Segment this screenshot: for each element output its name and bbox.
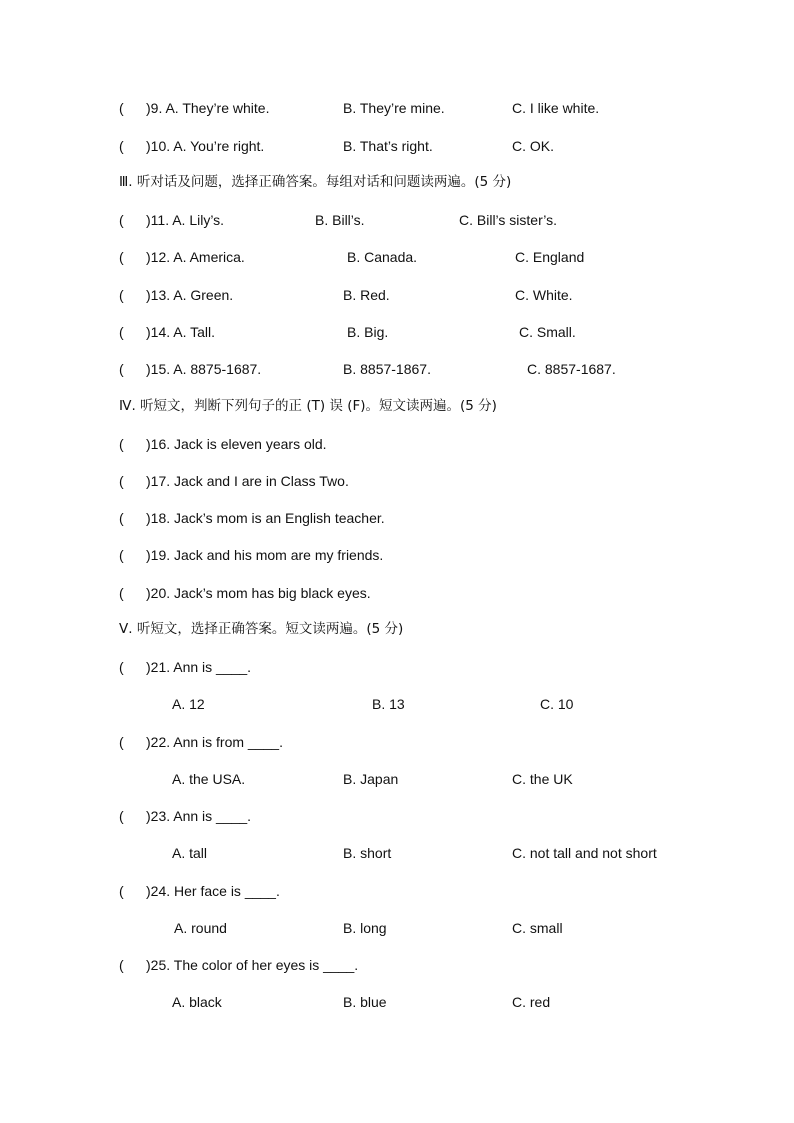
section-4-heading: [0, 396, 794, 416]
option-b: B. 8857-1867.: [343, 361, 431, 377]
answer-blank[interactable]: (: [119, 138, 124, 154]
question-stem: )17. Jack and I are in Class Two.: [146, 473, 349, 489]
question-11: [0, 210, 794, 230]
option-b: B. Japan: [343, 771, 399, 787]
question-stem: )24. Her face is ____.: [146, 883, 280, 899]
question-stem: )11. A. Lily’s.: [146, 212, 225, 228]
option-b: B. That’s right.: [343, 138, 433, 154]
answer-blank[interactable]: (: [119, 659, 124, 675]
question-9: [0, 98, 794, 118]
section-5-heading: [0, 619, 794, 639]
answer-blank[interactable]: (: [119, 510, 124, 526]
option-b: B. short: [343, 845, 392, 861]
option-a: A. black: [172, 994, 222, 1010]
question-23-options: [0, 843, 794, 863]
question-25: [0, 955, 794, 975]
question-25-options: [0, 992, 794, 1012]
question-14: [0, 322, 794, 342]
option-c: C. Bill’s sister’s.: [459, 212, 558, 228]
option-c: C. Small.: [519, 324, 576, 340]
option-c: C. not tall and not short: [512, 845, 657, 861]
option-c: C. red: [512, 994, 551, 1010]
question-20: [0, 583, 794, 603]
question-16: [0, 434, 794, 454]
option-b: B. They’re mine.: [343, 100, 445, 116]
question-stem: )18. Jack’s mom is an English teacher.: [146, 510, 385, 526]
question-22: [0, 732, 794, 752]
option-a: A. 12: [172, 696, 205, 712]
option-b: B. long: [343, 920, 387, 936]
section-3-heading: [0, 172, 794, 192]
option-a: A. tall: [172, 845, 208, 861]
question-13: [0, 285, 794, 305]
option-b: B. blue: [343, 994, 387, 1010]
question-stem: )13. A. Green.: [146, 287, 234, 303]
option-b: B. Canada.: [347, 249, 418, 265]
question-stem: )20. Jack’s mom has big black eyes.: [146, 585, 371, 601]
option-a: A. round: [174, 920, 227, 936]
answer-blank[interactable]: (: [119, 361, 124, 377]
option-c: C. I like white.: [512, 100, 600, 116]
option-c: C. White.: [515, 287, 573, 303]
answer-blank[interactable]: (: [119, 734, 124, 750]
answer-blank[interactable]: (: [119, 957, 124, 973]
question-19: [0, 545, 794, 565]
option-b: B. Bill’s.: [315, 212, 365, 228]
question-stem: )9. A. They’re white.: [146, 100, 270, 116]
question-22-options: [0, 769, 794, 789]
question-stem: )21. Ann is ____.: [146, 659, 252, 675]
question-15: [0, 359, 794, 379]
option-a: A. the USA.: [172, 771, 246, 787]
section-title: Ⅲ. 听对话及问题，选择正确答案。每组对话和问题读两遍。(5 分): [119, 174, 512, 190]
question-18: [0, 508, 794, 528]
section-title: Ⅳ. 听短文，判断下列句子的正 (T) 误 (F)。短文读两遍。(5 分): [119, 398, 497, 414]
option-c: C. the UK: [512, 771, 573, 787]
answer-blank[interactable]: (: [119, 324, 124, 340]
answer-blank[interactable]: (: [119, 436, 124, 452]
question-stem: )22. Ann is from ____.: [146, 734, 283, 750]
question-stem: )15. A. 8875-1687.: [146, 361, 262, 377]
question-10: [0, 136, 794, 156]
answer-blank[interactable]: (: [119, 212, 124, 228]
option-c: C. small: [512, 920, 563, 936]
answer-blank[interactable]: (: [119, 585, 124, 601]
option-b: B. Red.: [343, 287, 390, 303]
question-stem: )12. A. America.: [146, 249, 245, 265]
question-stem: )19. Jack and his mom are my friends.: [146, 547, 384, 563]
answer-blank[interactable]: (: [119, 808, 124, 824]
answer-blank[interactable]: (: [119, 883, 124, 899]
question-24-options: [0, 918, 794, 938]
option-b: B. Big.: [347, 324, 389, 340]
answer-blank[interactable]: (: [119, 473, 124, 489]
section-title: Ⅴ. 听短文，选择正确答案。短文读两遍。(5 分): [119, 621, 404, 637]
answer-blank[interactable]: (: [119, 287, 124, 303]
question-stem: )16. Jack is eleven years old.: [146, 436, 327, 452]
option-b: B. 13: [372, 696, 405, 712]
question-stem: )14. A. Tall.: [146, 324, 216, 340]
option-c: C. England: [515, 249, 585, 265]
question-12: [0, 247, 794, 267]
question-stem: )23. Ann is ____.: [146, 808, 252, 824]
question-24: [0, 881, 794, 901]
answer-blank[interactable]: (: [119, 547, 124, 563]
question-21-options: [0, 694, 794, 714]
question-stem: )10. A. You’re right.: [146, 138, 265, 154]
question-21: [0, 657, 794, 677]
answer-blank[interactable]: (: [119, 100, 124, 116]
option-c: C. 8857-1687.: [527, 361, 616, 377]
question-stem: )25. The color of her eyes is ____.: [146, 957, 359, 973]
option-c: C. OK.: [512, 138, 555, 154]
question-17: [0, 471, 794, 491]
question-23: [0, 806, 794, 826]
option-c: C. 10: [540, 696, 574, 712]
answer-blank[interactable]: (: [119, 249, 124, 265]
